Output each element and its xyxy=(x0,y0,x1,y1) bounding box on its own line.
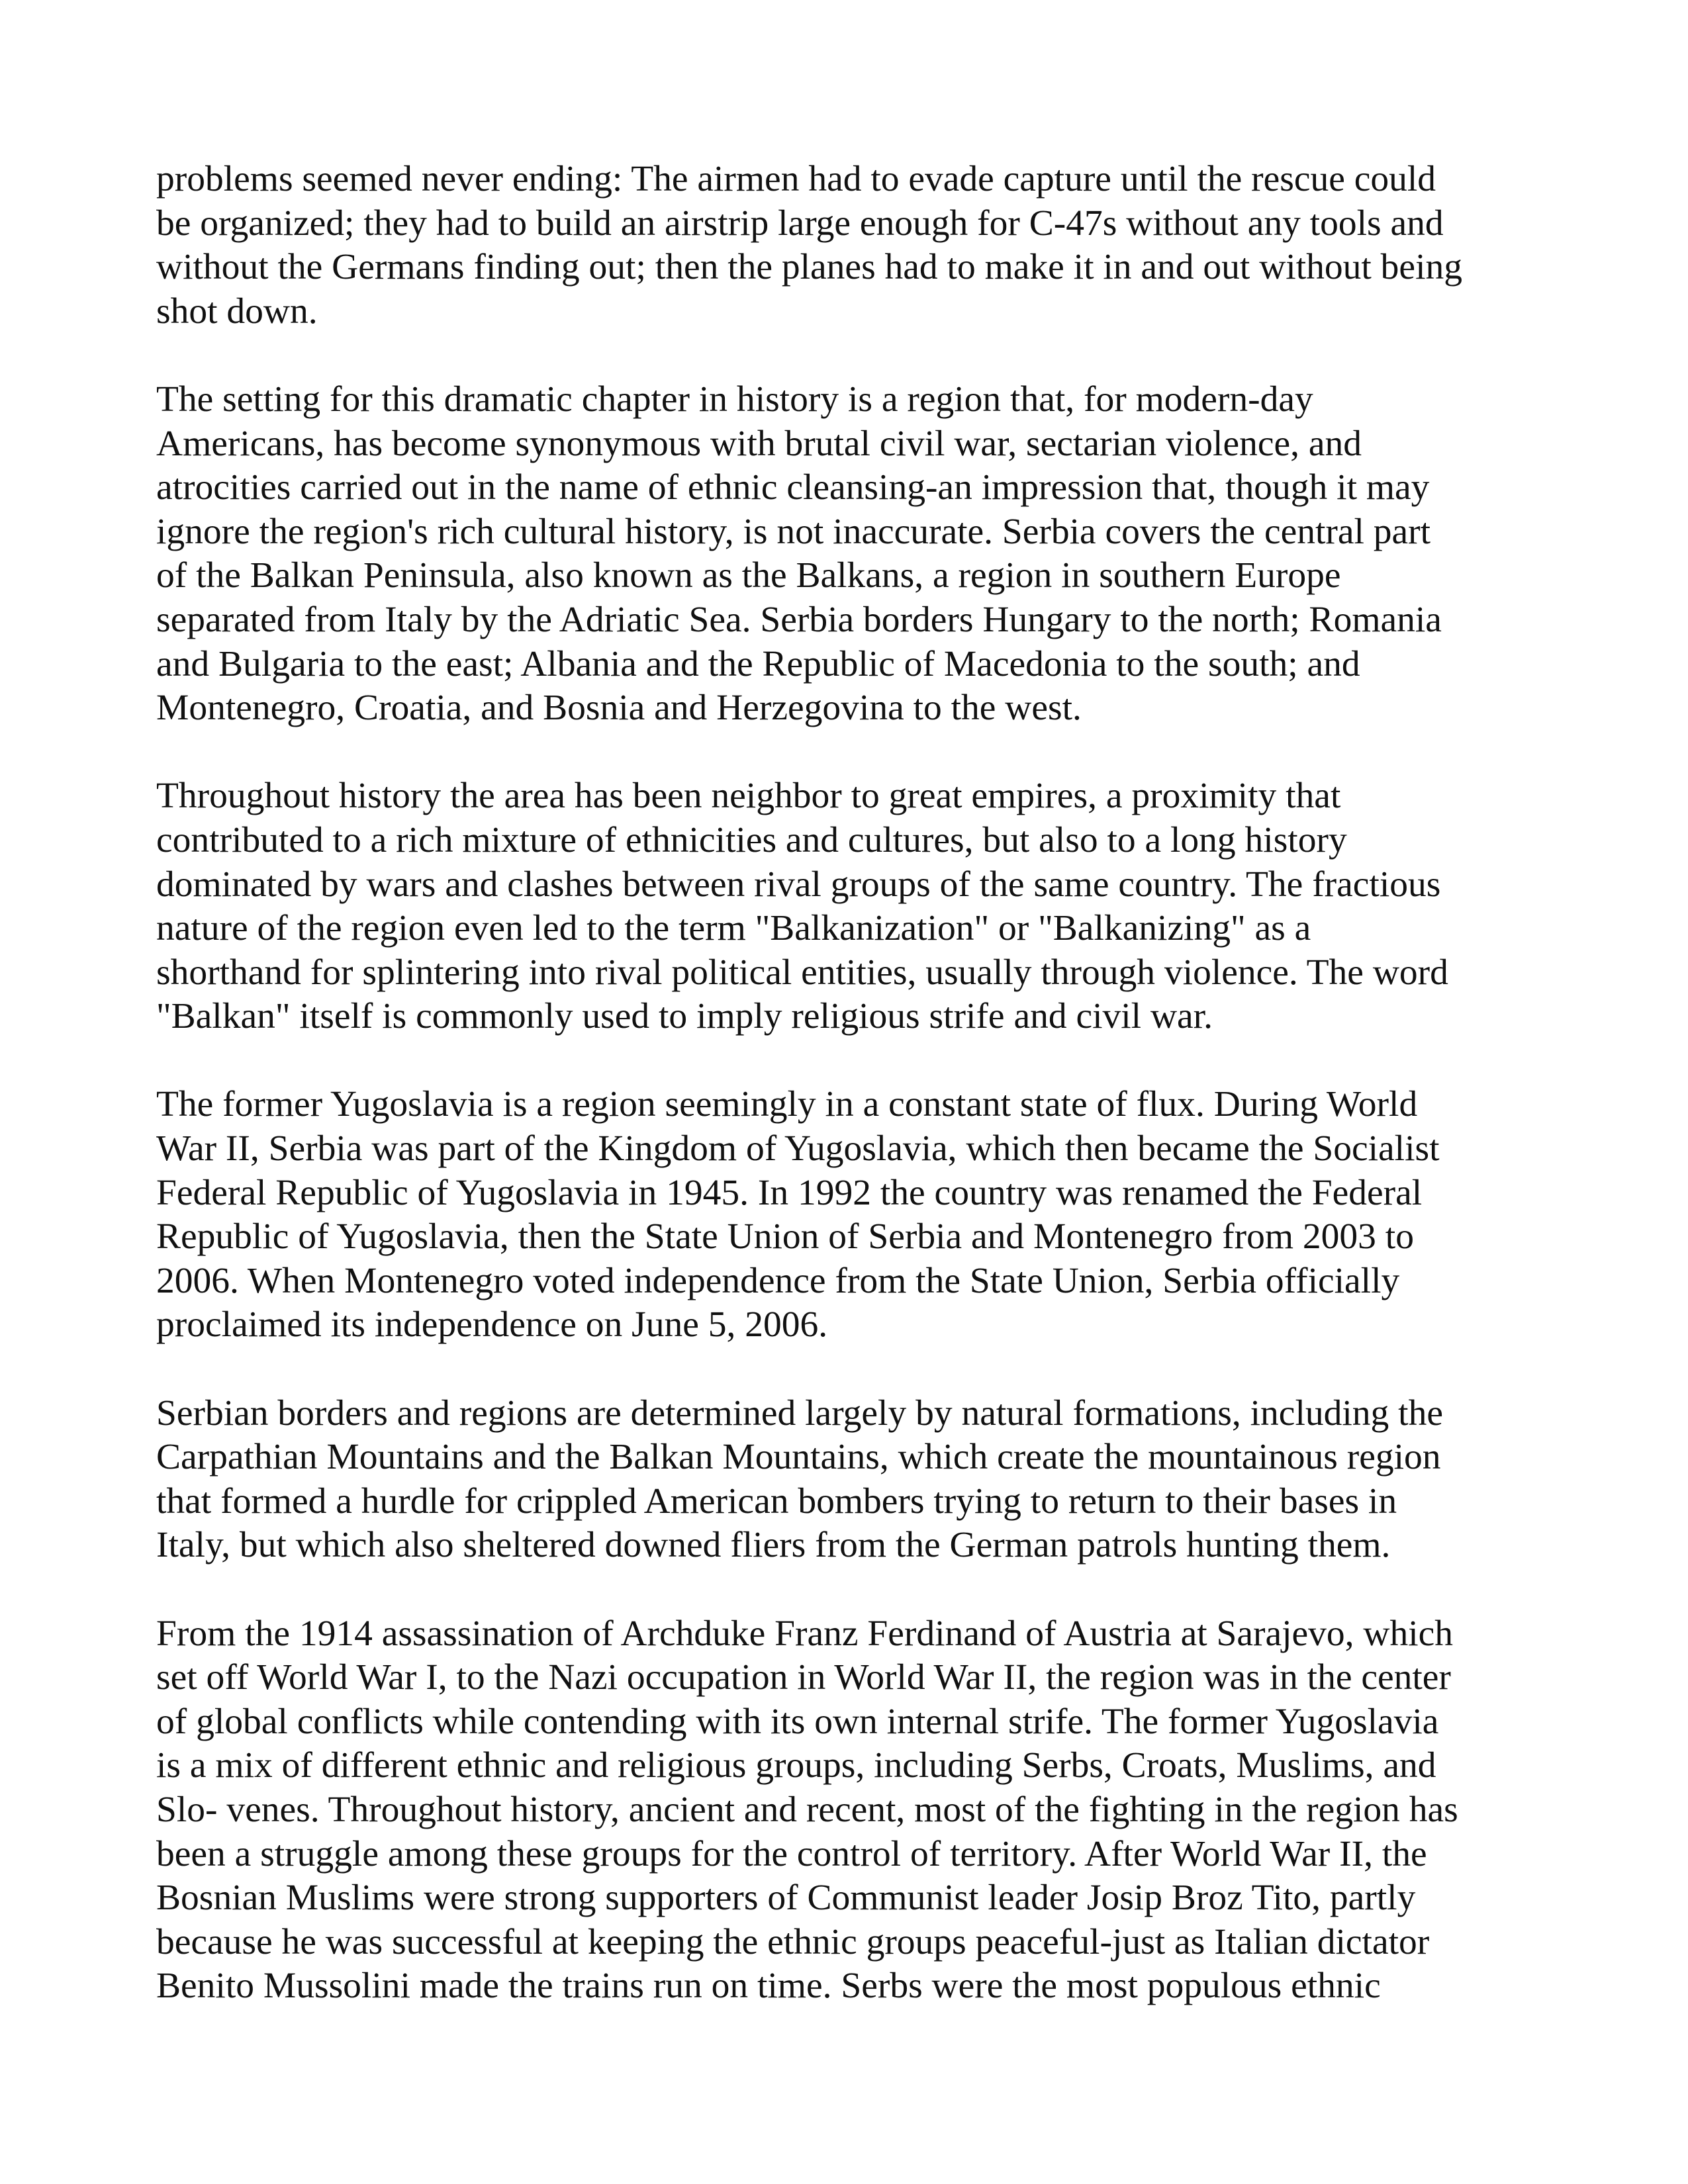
text-line: shot down. xyxy=(156,291,318,332)
text-line: been a struggle among these groups for the control of territory. After World War II, the xyxy=(156,1833,1427,1874)
text-line: set off World War I, to the Nazi occupation in World War II, the region was in the center xyxy=(156,1657,1451,1698)
text-line: Montenegro, Croatia, and Bosnia and Herzegovina to the west. xyxy=(156,688,1082,729)
text-line: be organized; they had to build an airstrip large enough for C-47s without any tools and xyxy=(156,203,1444,244)
text-line: Americans, has become synonymous with brutal civil war, sectarian violence, and xyxy=(156,423,1362,464)
text-line: Republic of Yugoslavia, then the State Union of Serbia and Montenegro from 2003 to xyxy=(156,1216,1414,1257)
text-line: Federal Republic of Yugoslavia in 1945. In 1992 the country was renamed the Federal xyxy=(156,1172,1423,1213)
text-line: Carpathian Mountains and the Balkan Mountains, which create the mountainous region xyxy=(156,1437,1441,1478)
text-line: 2006. When Montenegro voted independence from the State Union, Serbia officially xyxy=(156,1260,1400,1301)
text-line: The setting for this dramatic chapter in history is a region that, for modern-day xyxy=(156,379,1313,420)
text-line: ignore the region's rich cultural history, is not inaccurate. Serbia covers the central part xyxy=(156,511,1431,552)
text-line: of the Balkan Peninsula, also known as the Balkans, a region in southern Europe xyxy=(156,555,1341,596)
text-line: contributed to a rich mixture of ethnicities and cultures, but also to a long history xyxy=(156,819,1347,860)
text-line: Bosnian Muslims were strong supporters of Communist leader Josip Broz Tito, partly xyxy=(156,1878,1416,1919)
text-line: War II, Serbia was part of the Kingdom of Yugoslavia, which then became the Socialist xyxy=(156,1128,1440,1169)
text-line: because he was successful at keeping the ethnic groups peaceful-just as Italian dictator xyxy=(156,1921,1430,1962)
paragraph-1 xyxy=(156,158,1546,334)
text-line: Italy, but which also sheltered downed fliers from the German patrols hunting them. xyxy=(156,1525,1391,1566)
text-line: From the 1914 assassination of Archduke Franz Ferdinand of Austria at Sarajevo, which xyxy=(156,1613,1454,1654)
text-line: is a mix of different ethnic and religious groups, including Serbs, Croats, Muslims, and xyxy=(156,1745,1436,1786)
text-line: shorthand for splintering into rival political entities, usually through violence. The word xyxy=(156,952,1448,993)
text-line: and Bulgaria to the east; Albania and the Republic of Macedonia to the south; and xyxy=(156,643,1360,684)
text-line: problems seemed never ending: The airmen had to evade capture until the rescue could xyxy=(156,159,1436,199)
body-text xyxy=(156,158,1546,2053)
paragraph-5 xyxy=(156,1392,1546,1568)
text-line: proclaimed its independence on June 5, 2006. xyxy=(156,1304,828,1345)
text-line: Slo- venes. Throughout history, ancient and recent, most of the fighting in the region has xyxy=(156,1789,1458,1830)
text-line: of global conflicts while contending with its own internal strife. The former Yugoslavia xyxy=(156,1701,1439,1742)
paragraph-4 xyxy=(156,1083,1546,1347)
text-line: without the Germans finding out; then the planes had to make it in and out without being xyxy=(156,247,1462,288)
text-line: Serbian borders and regions are determined largely by natural formations, including the xyxy=(156,1392,1443,1433)
paragraph-2 xyxy=(156,378,1546,731)
text-line: The former Yugoslavia is a region seemingly in a constant state of flux. During World xyxy=(156,1084,1418,1125)
text-line: Benito Mussolini made the trains run on time. Serbs were the most populous ethnic xyxy=(156,1966,1381,2007)
text-line: that formed a hurdle for crippled American bombers trying to return to their bases in xyxy=(156,1480,1397,1522)
text-line: Throughout history the area has been neighbor to great empires, a proximity that xyxy=(156,776,1341,817)
text-line: dominated by wars and clashes between rival groups of the same country. The fractious xyxy=(156,864,1441,905)
text-line: nature of the region even led to the term "Balkanization" or "Balkanizing" as a xyxy=(156,908,1311,949)
text-line: atrocities carried out in the name of ethnic cleansing-an impression that, though it may xyxy=(156,467,1430,508)
text-line: "Balkan" itself is commonly used to imply religious strife and civil war. xyxy=(156,996,1213,1037)
paragraph-3 xyxy=(156,774,1546,1039)
text-line: separated from Italy by the Adriatic Sea. Serbia borders Hungary to the north; Romania xyxy=(156,599,1442,640)
paragraph-6 xyxy=(156,1612,1546,2009)
